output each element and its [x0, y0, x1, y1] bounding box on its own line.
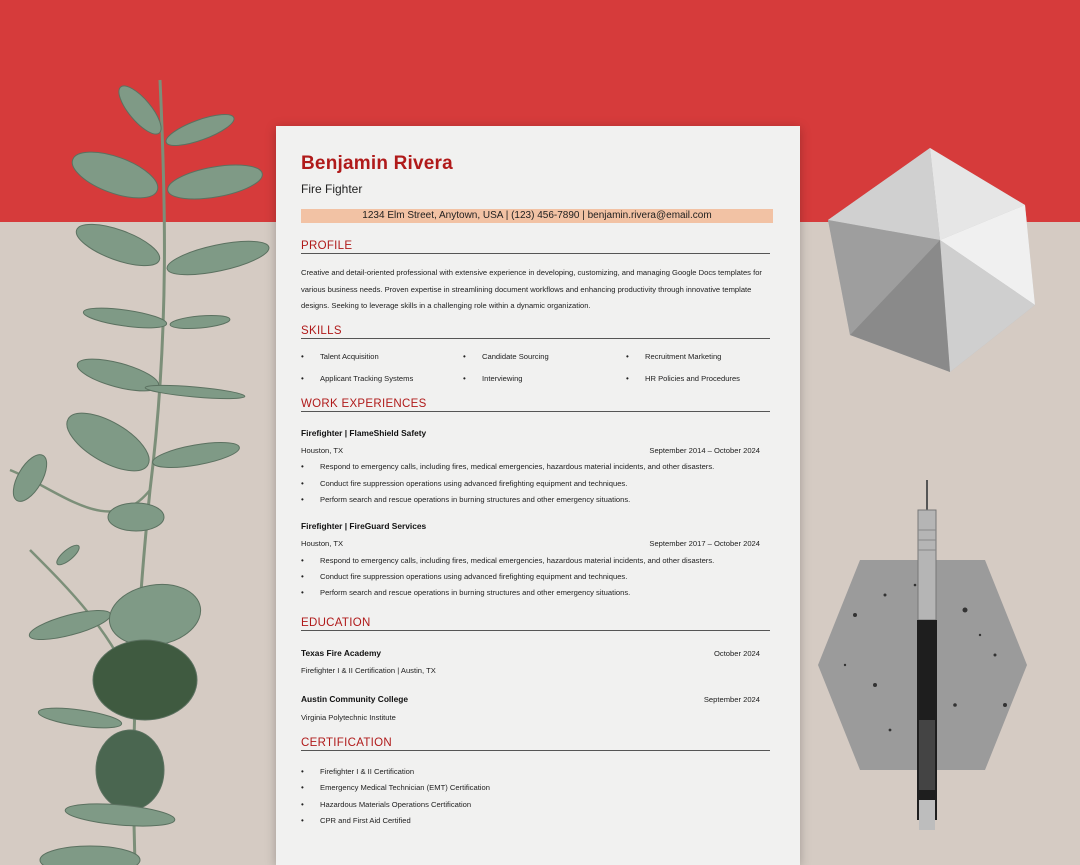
job-bullet: •: [301, 572, 304, 581]
job-title: Firefighter | FireGuard Services: [301, 521, 427, 531]
contact-band: 1234 Elm Street, Anytown, USA | (123) 456-7890 | benjamin.rivera@email.com: [301, 209, 773, 223]
profile-section-header: [301, 240, 770, 254]
profile-heading: PROFILE: [301, 240, 353, 252]
skill-item: Recruitment Marketing: [645, 352, 722, 361]
job-bullet-text: Perform search and rescue operations in burning structures and other emergency situations.: [320, 588, 631, 597]
education-date: September 2024: [703, 695, 760, 704]
cert-item: Emergency Medical Technician (EMT) Certification: [320, 783, 490, 792]
job-bullet-text: Perform search and rescue operations in burning structures and other emergency situations.: [320, 495, 631, 504]
work-heading: WORK EXPERIENCES: [301, 398, 427, 410]
job-location: Houston, TX: [301, 446, 344, 455]
skill-item: Interviewing: [482, 374, 523, 383]
cert-item: Hazardous Materials Operations Certification: [320, 800, 472, 809]
job-bullet-text: Respond to emergency calls, including fires, medical emergencies, hazardous material incidents, and other disasters.: [320, 556, 715, 565]
education-date: October 2024: [713, 649, 760, 658]
work-section-header: [301, 398, 770, 412]
job-bullet: •: [301, 588, 304, 597]
education-detail: Virginia Polytechnic Institute: [301, 713, 396, 722]
cert-bullet: •: [301, 767, 304, 776]
education-section-header: [301, 617, 770, 631]
education-heading: EDUCATION: [301, 617, 371, 629]
skills-heading: SKILLS: [301, 325, 342, 337]
cert-bullet: •: [301, 783, 304, 792]
skill-bullet: •: [463, 374, 466, 383]
job-bullet-text: Conduct fire suppression operations using advanced firefighting equipment and techniques.: [320, 479, 628, 488]
resume-paper: [276, 126, 800, 865]
certification-section-header: [301, 737, 770, 751]
cert-item: Firefighter I & II Certification: [320, 767, 415, 776]
skill-bullet: •: [626, 352, 629, 361]
certification-heading: CERTIFICATION: [301, 737, 393, 749]
skill-bullet: •: [301, 374, 304, 383]
skill-item: HR Policies and Procedures: [645, 374, 740, 383]
skill-item: Applicant Tracking Systems: [320, 374, 414, 383]
skill-bullet: •: [301, 352, 304, 361]
cert-item: CPR and First Aid Certified: [320, 816, 411, 825]
education-detail: Firefighter I & II Certification | Austin, TX: [301, 666, 436, 675]
job-dates: September 2014 – October 2024: [649, 446, 760, 455]
profile-text: Creative and detail-oriented professional with extensive experience in developing, customizing, and managing Google Docs templates for various business needs. Proven expertise in streamlining document workflows and enhancing productivity through innovative template designs. Seeking to leverage skills in a challenging role within a dynamic organization.: [301, 268, 762, 310]
job-bullet-text: Conduct fire suppression operations using advanced firefighting equipment and techniques.: [320, 572, 628, 581]
skill-item: Candidate Sourcing: [482, 352, 549, 361]
cert-bullet: •: [301, 800, 304, 809]
skill-item: Talent Acquisition: [320, 352, 379, 361]
pen-icon: [905, 480, 945, 840]
eucalyptus-plant-icon: [0, 70, 280, 865]
skills-section-header: [301, 325, 770, 339]
job-bullet: •: [301, 556, 304, 565]
resume-name: Benjamin Rivera: [301, 153, 453, 174]
resume-job-title: Fire Fighter: [301, 182, 363, 196]
job-dates: September 2017 – October 2024: [649, 539, 760, 548]
education-school: Texas Fire Academy: [301, 648, 382, 658]
education-school: Austin Community College: [301, 694, 409, 704]
job-bullet: •: [301, 479, 304, 488]
job-bullet: •: [301, 495, 304, 504]
job-title: Firefighter | FlameShield Safety: [301, 428, 427, 438]
concrete-polyhedron-icon: [820, 140, 1040, 380]
job-location: Houston, TX: [301, 539, 344, 548]
skill-bullet: •: [463, 352, 466, 361]
job-bullet-text: Respond to emergency calls, including fires, medical emergencies, hazardous material incidents, and other disasters.: [320, 462, 715, 471]
skill-bullet: •: [626, 374, 629, 383]
cert-bullet: •: [301, 816, 304, 825]
job-bullet: •: [301, 462, 304, 471]
